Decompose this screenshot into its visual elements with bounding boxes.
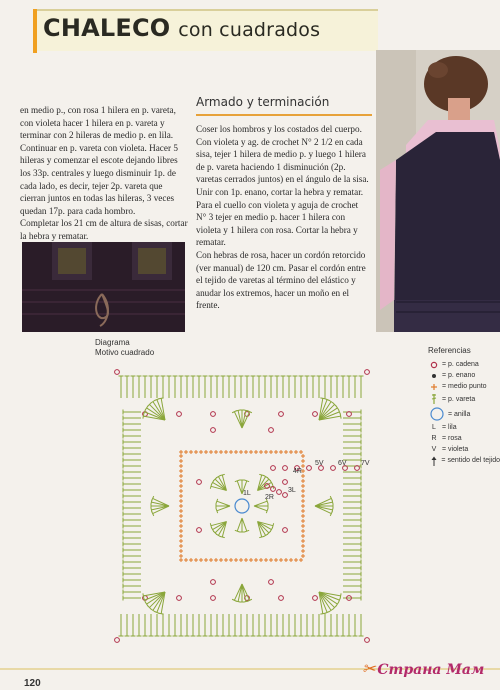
treble-stitch-icon <box>428 393 440 405</box>
chain-stitch <box>115 370 120 375</box>
treble-stitch <box>238 410 242 428</box>
ring-icon <box>428 407 446 421</box>
label-5v: 5V <box>315 460 324 467</box>
treble-stitch-top <box>159 398 164 399</box>
label-4r: 4R <box>293 468 302 475</box>
treble-stitch <box>254 506 267 511</box>
label-7v: 7V <box>361 460 370 467</box>
treble-stitch-top <box>151 400 155 403</box>
label-2r: 2R <box>265 494 274 501</box>
left-column-text <box>20 104 190 243</box>
chain-stitch <box>279 596 284 601</box>
treble-stitch <box>237 481 242 494</box>
treble-stitch-top <box>210 523 211 528</box>
chain-stitch <box>331 466 336 471</box>
legend-item-lila: L = lila <box>428 422 500 433</box>
chain-stitch <box>177 412 182 417</box>
chain-stitch <box>115 638 120 643</box>
assembly-paragraph-1: Coser los hombros y los costados del cuerpo. <box>196 124 362 134</box>
watermark <box>362 659 484 678</box>
chain-stitch <box>307 466 312 471</box>
chain-stitch <box>269 428 274 433</box>
right-column-text <box>196 123 370 312</box>
treble-stitch <box>242 410 246 428</box>
chain-stitch <box>277 490 282 495</box>
treble-stitch-top <box>340 414 341 419</box>
chain-stitch <box>177 596 182 601</box>
label-6v: 6V <box>338 460 347 467</box>
chain-stitch <box>197 528 202 533</box>
label-1l: 1L <box>243 490 251 497</box>
chain-stitch <box>365 638 370 643</box>
treble-stitch <box>151 506 169 510</box>
treble-stitch <box>153 498 169 506</box>
chain-stitch <box>283 493 288 498</box>
title-light: con cuadrados <box>178 19 321 41</box>
treble-stitch <box>315 506 331 514</box>
chain-stitch-icon <box>428 361 440 369</box>
chain-stitch <box>365 370 370 375</box>
title-bold: CHALECO <box>43 14 171 42</box>
treble-stitch <box>237 518 242 531</box>
legend <box>428 346 500 466</box>
treble-stitch-top <box>145 406 148 410</box>
treble-stitch-top <box>340 593 341 598</box>
model-photo <box>376 50 500 332</box>
chain-stitch <box>313 596 318 601</box>
section-heading: Armado y terminación <box>196 95 330 109</box>
page-title <box>43 14 320 42</box>
chain-stitch <box>313 412 318 417</box>
legend-code-r: R <box>431 435 437 442</box>
legend-item-half: = medio punto <box>428 381 500 392</box>
treble-stitch <box>153 506 169 514</box>
legend-code-l: L <box>432 424 436 431</box>
treble-stitch <box>315 502 333 506</box>
stitch-layer <box>115 370 370 643</box>
diagram-title-line-1: Diagrama <box>95 338 130 347</box>
treble-stitch <box>238 584 242 602</box>
diagram-title-line-2: Motivo cuadrado <box>95 348 155 357</box>
treble-stitch-top <box>336 602 339 606</box>
treble-stitch <box>254 501 267 506</box>
treble-stitch <box>242 584 250 600</box>
heading-rule <box>196 114 372 116</box>
legend-item-slip: = p. enano <box>428 370 500 381</box>
treble-stitch-top <box>320 398 325 399</box>
legend-item-ring: = anilla <box>428 406 500 422</box>
treble-stitch-top <box>259 536 264 537</box>
chain-stitch <box>283 480 288 485</box>
chain-stitch <box>211 580 216 585</box>
diagram-title <box>95 338 154 358</box>
half-stitch-icon <box>428 383 440 391</box>
assembly-paragraph-3: Para el cuello con violeta y aguja de crochet N° 3 tejer en medio p. hacer 1 hilera con violeta y 1 hilera con rosa. Cortar la hebra y rematar. <box>196 199 359 248</box>
assembly-paragraph-4: Con hebras de rosa, hacer un cordón retorcido (ver manual) de 120 cm. Pasar el cordón entre el tejido de varetas al término del elástico y anudar los extremos, hacer un moño en el frente. <box>196 249 366 311</box>
chain-stitch <box>269 580 274 585</box>
slip-stitch-icon <box>428 372 440 380</box>
legend-item-violeta: V = violeta <box>428 444 500 455</box>
treble-stitch <box>217 506 230 511</box>
legend-item-chain: = p. cadena <box>428 359 500 370</box>
treble-stitch-top <box>145 602 148 606</box>
treble-stitch-top <box>159 613 164 614</box>
center-ring <box>235 499 249 513</box>
treble-stitch <box>242 584 246 602</box>
chain-stitch <box>211 412 216 417</box>
chain-stitch <box>283 466 288 471</box>
chain-stitch <box>279 412 284 417</box>
page-number: 120 <box>24 678 41 689</box>
treble-stitch <box>234 412 242 428</box>
treble-stitch <box>315 506 333 510</box>
chain-stitch <box>271 466 276 471</box>
left-paragraph-2: Completar los 21 cm de altura de sisas, cortar la hebra y rematar. <box>20 218 188 241</box>
legend-title: Referencias <box>428 346 471 355</box>
treble-stitch <box>151 502 169 506</box>
scissors-icon: ✂ <box>362 659 376 678</box>
detail-photo <box>22 242 185 332</box>
treble-stitch <box>242 412 250 428</box>
chain-stitch <box>197 480 202 485</box>
treble-stitch-top <box>320 613 325 614</box>
treble-stitch <box>315 498 331 506</box>
assembly-paragraph-2: Con violeta y ag. de crochet N° 2 1/2 en cada sisa, tejer 1 hilera de medio p. y luego 1 hilera de p. vareta haciendo 1 disminución (2p. varetas cerrados juntos) en el ángulo de la sisa. Unir con 1p. enano, cortar la hebra y rematar. <box>196 136 369 197</box>
chain-stitch <box>211 596 216 601</box>
treble-stitch <box>234 584 242 600</box>
chain-stitch <box>211 428 216 433</box>
treble-stitch-top <box>151 609 155 612</box>
legend-item-treble: = p. vareta <box>428 392 500 406</box>
treble-stitch <box>242 518 247 531</box>
label-3l: 3L <box>288 487 296 494</box>
treble-stitch-top <box>329 400 333 403</box>
title-accent-bar <box>33 9 37 53</box>
chain-stitch <box>283 528 288 533</box>
treble-stitch-top <box>220 474 225 475</box>
treble-stitch <box>217 501 230 506</box>
arrow-up-icon <box>428 456 439 466</box>
legend-item-direction: = sentido del tejido <box>428 455 500 466</box>
crochet-diagram <box>95 358 395 654</box>
legend-code-v: V <box>431 446 437 453</box>
treble-stitch-top <box>336 406 339 410</box>
treble-stitch-top <box>329 609 333 612</box>
legend-item-rosa: R = rosa <box>428 433 500 444</box>
watermark-text: Страна Мам <box>377 662 485 678</box>
ring-layer <box>235 499 249 513</box>
left-paragraph-1: en medio p., con rosa 1 hilera en p. vareta, con violeta hacer 1 hilera en p. vareta y terminar con 2 hileras de medio p. en lila. Continuar en p. vareta con violeta. Hacer 5 hileras y comenzar el escote dejando libres los 33p. centrales y luego disminuir 1p. de cada lado, es decir, tejer 2p. vareta que cierran juntos en todas las hileras, 3 veces quedan 17p. para cada hombro. <box>20 105 178 216</box>
